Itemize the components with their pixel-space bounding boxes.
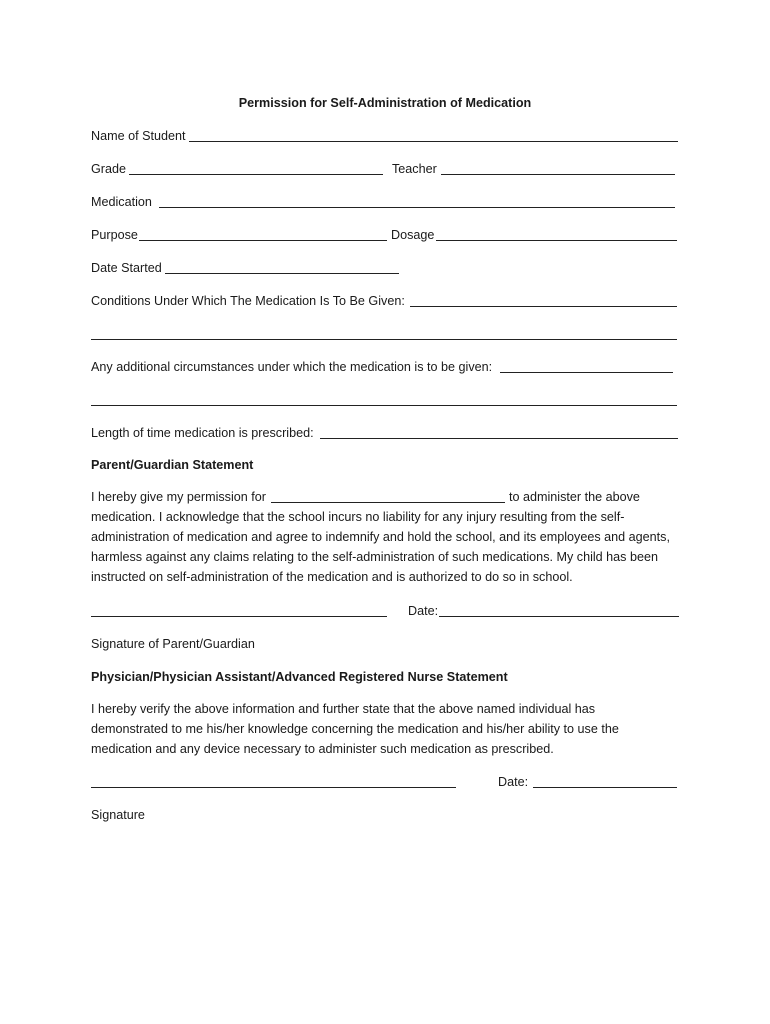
dosage-label: Dosage (391, 228, 435, 242)
teacher-label: Teacher (392, 162, 437, 176)
parent-date-blank[interactable] (439, 616, 679, 617)
additional-circumstances-blank[interactable] (500, 372, 673, 373)
physician-date-label: Date: (498, 775, 529, 789)
additional-circumstances-blank-2[interactable] (91, 405, 677, 406)
name-of-student-label: Name of Student (91, 129, 186, 143)
form-title: Permission for Self-Administration of Medication (238, 96, 532, 110)
parent-signature-blank[interactable] (91, 616, 387, 617)
parent-statement-line-5: instructed on self-administration of the medication and is authorized to do so in school. (91, 570, 573, 584)
parent-statement-line-4: harmless against any claims relating to the self-administration of such medications. My child has been (91, 550, 658, 564)
permission-prefix: I hereby give my permission for (91, 490, 266, 504)
conditions-label: Conditions Under Which The Medication Is To Be Given: (91, 294, 405, 308)
parent-guardian-statement (91, 487, 681, 587)
physician-date-blank[interactable] (533, 787, 677, 788)
additional-circumstances-label: Any additional circumstances under which the medication is to be given: (91, 360, 493, 374)
purpose-label: Purpose (91, 228, 138, 242)
physician-signature-blank[interactable] (91, 787, 456, 788)
parent-date-label: Date: (408, 604, 439, 618)
name-of-student-blank[interactable] (189, 141, 678, 142)
parent-statement-line-1 (91, 487, 266, 507)
teacher-blank[interactable] (441, 174, 675, 175)
purpose-blank[interactable] (139, 240, 387, 241)
length-of-time-blank[interactable] (320, 438, 678, 439)
dosage-blank[interactable] (436, 240, 677, 241)
parent-statement-line-3: administration of medication and agree to indemnify and hold the school, and its employees and agents, (91, 530, 670, 544)
date-started-label: Date Started (91, 261, 162, 275)
conditions-blank[interactable] (410, 306, 677, 307)
physician-signature-label: Signature (91, 808, 145, 822)
parent-signature-label: Signature of Parent/Guardian (91, 637, 255, 651)
parent-guardian-heading: Parent/Guardian Statement (91, 458, 254, 472)
physician-statement (91, 699, 681, 759)
length-of-time-label: Length of time medication is prescribed: (91, 426, 314, 440)
child-name-blank[interactable] (271, 502, 505, 503)
physician-statement-line-1: I hereby verify the above information and further state that the above named individual has (91, 702, 596, 716)
physician-heading: Physician/Physician Assistant/Advanced Registered Nurse Statement (91, 670, 508, 684)
conditions-blank-2[interactable] (91, 339, 677, 340)
physician-statement-line-2: demonstrated to me his/her knowledge concerning the medication and his/her ability to use the (91, 722, 619, 736)
parent-statement-line-2: medication. I acknowledge that the school incurs no liability for any injury resulting from the self- (91, 510, 625, 524)
medication-blank[interactable] (159, 207, 675, 208)
medication-label: Medication (91, 195, 152, 209)
grade-blank[interactable] (129, 174, 383, 175)
date-started-blank[interactable] (165, 273, 399, 274)
grade-label: Grade (91, 162, 127, 176)
physician-statement-line-3: medication and any device necessary to administer such medication as prescribed. (91, 742, 554, 756)
permission-suffix: to administer the above (509, 490, 640, 504)
